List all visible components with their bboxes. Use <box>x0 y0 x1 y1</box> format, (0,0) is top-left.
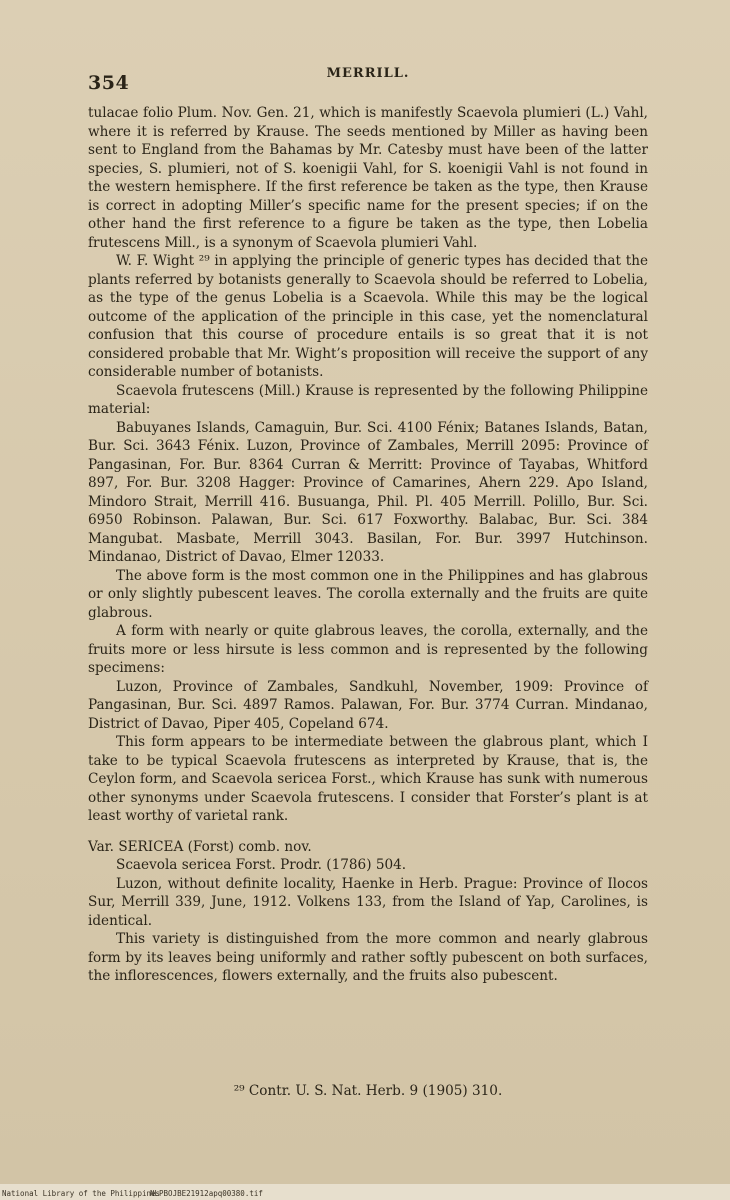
scan-info-strip <box>0 1184 730 1200</box>
specimen-list: Luzon, Province of Zambales, Sandkuhl, November, 1909: Province of Pangasinan, Bur. Sci. 4897 Ramos. Palawan, For. Bur. 3774 Curran. Mindanao, District of Davao, Piper 405, Copeland 674. <box>88 678 648 732</box>
paragraph: W. F. Wight ²⁹ in applying the principle of generic types has decided that the plants referred by botanists generally to Scaevola should be referred to Lobelia, as the type of the genus Lobelia is a Scaevola. While this may be the logical outcome of the application of the principle in this case, yet the nomenclatural confusion that this course of procedure entails is so great that it is not considered probable that Mr. Wight’s proposition will receive the support of any considerable number of botanists. <box>88 253 648 380</box>
page-header <box>88 66 648 94</box>
specimen-list: Babuyanes Islands, Camaguin, Bur. Sci. 4100 Fénix; Batanes Islands, Batan, Bur. Sci. 3643 Fénix. Luzon, Province of Zambales, Merrill 2095: Province of Pangasinan, For. Bur. 8364 Curran & Merritt: Province of Tayabas, Whitford 897, For. Bur. 3208 Hagger: Province of Camarines, Ahern 229. Apo Island, Mindoro Strait, Merrill 416. Busuanga, Phil. Pl. 405 Merrill. Polillo, Bur. Sci. 6950 Robinson. Palawan, Bur. Sci. 617 Foxworthy. Balabac, Bur. Sci. 384 Mangubat. Masbate, Merrill 3043. Basilan, For. Bur. 3997 Hutchinson. Mindanao, District of Davao, Elmer 12033. <box>88 419 648 565</box>
library-credit: National Library of the Philippines <box>2 1189 161 1198</box>
synonym-citation: Scaevola sericea Forst. Prodr. (1786) 504. <box>116 857 407 873</box>
paragraph: This form appears to be intermediate between the glabrous plant, which I take to be typical Scaevola frutescens as interpreted by Krause, that is, the Ceylon form, and Scaevola sericea Forst., which Krause has sunk with numerous other synonyms under Scaevola frutescens. I consider that Forster’s plant is at least worthy of varietal rank. <box>88 734 648 824</box>
paragraph: A form with nearly or quite glabrous leaves, the corolla, externally, and the fruits more or less hirsute is less common and is represented by the following specimens: <box>88 623 648 676</box>
running-head: MERRILL. <box>326 66 410 81</box>
variety-heading: Var. SERICEA (Forst) comb. nov. <box>88 838 312 855</box>
paragraph: This variety is distinguished from the more common and nearly glabrous form by its leaves being uniformly and rather softly pubescent on both surfaces, the inflorescences, flowers externally, and the fruits also pubescent. <box>88 931 648 984</box>
paragraph: The above form is the most common one in the Philippines and has glabrous or only slightly pubescent leaves. The corolla externally and the fruits are quite glabrous. <box>88 567 648 621</box>
specimen-list: Luzon, without definite locality, Haenke in Herb. Prague: Province of Ilocos Sur, Merrill 339, June, 1912. Volkens 133, from the Island of Yap, Carolines, is identical. <box>88 875 648 929</box>
footnote: ²⁹ Contr. U. S. Nat. Herb. 9 (1905) 310. <box>233 1083 503 1099</box>
page-body <box>88 104 648 986</box>
page-number: 354 <box>88 72 130 94</box>
paragraph: Scaevola frutescens (Mill.) Krause is represented by the following Philippine material: <box>88 382 648 417</box>
paragraph: tulacae folio Plum. Nov. Gen. 21, which is manifestly Scaevola plumieri (L.) Vahl, where it is referred by Krause. The seeds mentioned by Miller as having been sent to England from the Bahamas by Mr. Catesby must have been of the latter species, S. plumieri, not of S. koenigii Vahl, for S. koenigii Vahl is not found in the western hemisphere. If the first reference be taken as the type, then Krause is correct in adopting Miller’s specific name for the present species; if on the other hand the first reference to a figure be taken as the type, then Lobelia frutescens Mill., is a synonym of Scaevola plumieri Vahl. <box>88 105 648 251</box>
scan-filename: NLPBOJBE21912apq00380.tif <box>150 1189 263 1198</box>
